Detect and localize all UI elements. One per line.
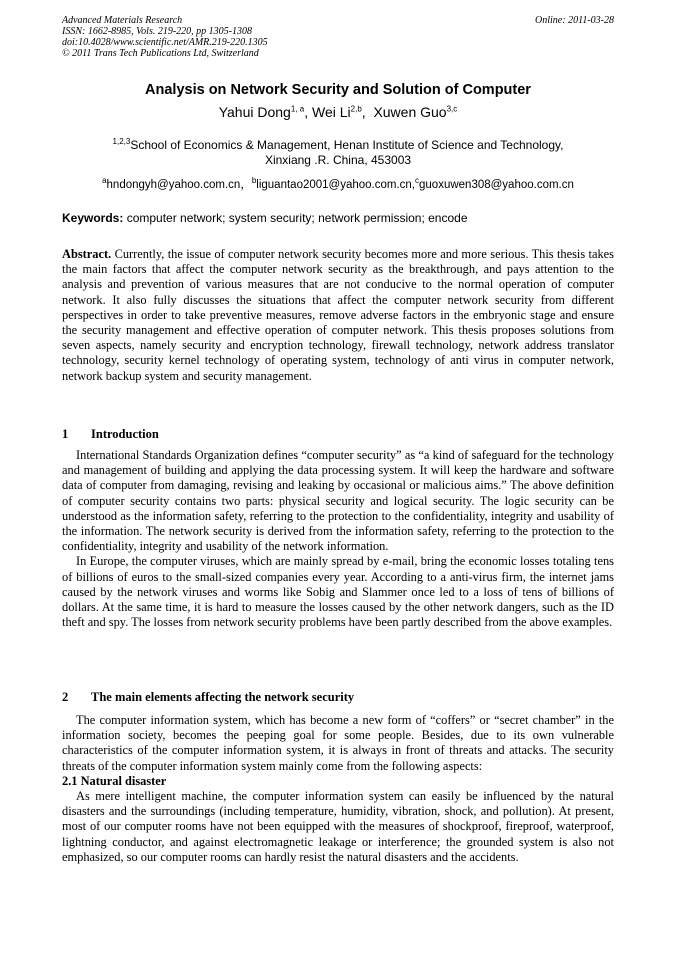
email-address[interactable]: liguantao2001@yahoo.com.cn, [256, 179, 416, 191]
paragraph: International Standards Organization defines “computer security” as “a kind of safeguard for the technology and management of building and applying the data processing system. It will keep the hardware and software data of computer from damaging, revising and leaking by occasional or malicious aims.” The above definition of computer security contains two parts: physical security and logical security. The logic security can be understood as the information safety, referring to the protection to the confidentiality, integrity and usability of the information. The network security is derived from the information safety, referring to the protection to the confidentiality, integrity and usability of the network information. [62, 448, 614, 554]
email-separator: ， [240, 179, 252, 191]
paragraph: In Europe, the computer viruses, which are mainly spread by e-mail, bring the economic losses totaling tens of billions of euros to the small-sized companies every year. According to a anti-virus firm, the internet jams caused by the network viruses and worms like Sobig and Slammer once led to a loss of tens of billions of dollars. At the same time, it is hard to measure the losses caused by the other network dangers, such as the ID theft and spy. The losses from network security problems have been partly described from the above examples. [62, 554, 614, 630]
section-main-elements-body [62, 713, 614, 865]
online-date: Online: 2011-03-28 [535, 15, 614, 26]
author-affil-sup: 2,b [350, 104, 362, 114]
author-separator: , [304, 104, 312, 120]
author-name: Xuwen Guo [373, 104, 447, 120]
affiliation-line-1: School of Economics & Management, Henan Institute of Science and Technology, [130, 138, 564, 152]
journal-name: Advanced Materials Research [62, 15, 183, 26]
abstract-text: Currently, the issue of computer network security becomes more and more serious. This thesis takes the main factors that affect the computer network security as the breakthrough, and pays attention to the analysis and prevention of various measures that are not conducive to the normal operation of computer network. It also fully discusses the situations that affect the computer network security from different perspectives in order to take preventive measures, remove adverse factors in the embryonic stage and ensure the security management and effective operation of computer network. This thesis proposes solutions from seven aspects, namely security and encryption technology, firewall technology, network address translator technology, security kernel technology of operating system, technology of anti virus in computer network, network backup system and security management. [62, 247, 614, 383]
affiliation [62, 138, 614, 168]
affiliation-line-2: Xinxiang .R. China, 453003 [264, 153, 412, 167]
section-introduction-body [62, 448, 614, 630]
email-sup: a [102, 176, 107, 186]
section-number: 2 [62, 690, 69, 704]
author-name: Wei Li [311, 104, 351, 120]
email-list [62, 176, 614, 192]
email-address[interactable]: guoxuwen308@yahoo.com.cn [419, 179, 574, 191]
section-heading-introduction [62, 427, 614, 442]
abstract [62, 247, 614, 384]
email-address[interactable]: hndongyh@yahoo.com.cn [106, 179, 241, 191]
author-affil-sup: 1, a [290, 104, 305, 114]
paper-title: Analysis on Network Security and Solution of Computer [145, 82, 531, 98]
copyright-line: © 2011 Trans Tech Publications Ltd, Switzerland [62, 48, 259, 59]
paragraph: The computer information system, which has become a new form of “coffers” or “secret chamber” in the information society, becomes the peeping goal for some people. Besides, due to its own vulnerable characteristics of the computer information system, it is always in front of threats and attacks. The security threats of the computer information system mainly come from the following aspects: [62, 713, 614, 773]
author-affil-sup: 3,c [446, 104, 458, 114]
author-name: Yahui Dong [218, 104, 291, 120]
paragraph: As mere intelligent machine, the computer information system can easily be influenced by the natural disasters and the surroundings (including temperature, humidity, vibration, shock, and pollution). At present, most of our computer rooms have not been equipped with the measures of shockproof, fireproof, waterproof, lightning conductor, and against electromagnetic leakage or interference; the grounded system is also not emphasized, so our computer rooms can hardly resist the natural disasters and the accidents. [62, 789, 614, 864]
keywords-label: Keywords: [62, 211, 124, 225]
section-number: 1 [62, 427, 69, 441]
journal-header [62, 15, 614, 59]
abstract-label: Abstract. [62, 247, 112, 261]
keywords-text: computer network; system security; network permission; encode [126, 211, 468, 225]
affiliation-sup: 1,2,3 [112, 137, 131, 146]
author-list [62, 104, 614, 120]
email-sup: b [251, 176, 257, 186]
section-title: Introduction [91, 427, 159, 441]
keywords [62, 211, 614, 225]
issn-line: ISSN: 1662-8985, Vols. 219-220, pp 1305-1308 [62, 26, 252, 37]
section-heading-main-elements [62, 690, 614, 705]
section-title: The main elements affecting the network security [91, 690, 355, 704]
author-separator: , [361, 104, 374, 120]
subsection-title: 2.1 Natural disaster [62, 773, 167, 788]
email-sup: c [415, 176, 420, 186]
doi-line: doi:10.4028/www.scientific.net/AMR.219-220.1305 [62, 37, 268, 48]
